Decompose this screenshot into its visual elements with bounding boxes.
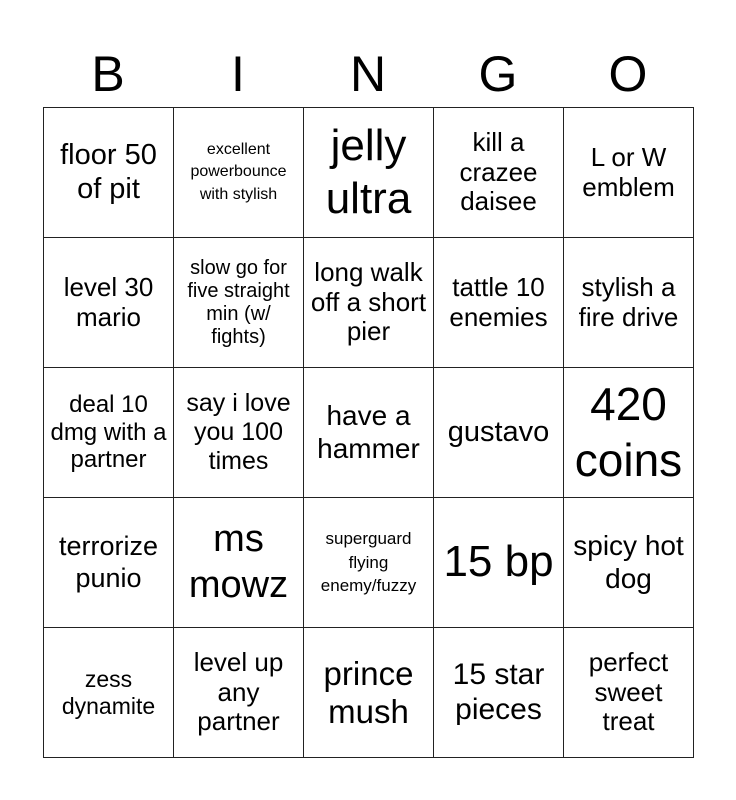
header-letter-o: O xyxy=(608,46,648,102)
bingo-cell-text: say i love you 100 times xyxy=(186,389,291,475)
bingo-cell-text: zess dynamite xyxy=(61,666,156,719)
bingo-cell-text: 420 coins xyxy=(574,378,683,486)
bingo-cell[interactable] xyxy=(564,368,694,498)
bingo-card-grid xyxy=(43,107,694,758)
bingo-cell[interactable] xyxy=(174,498,304,628)
bingo-cell-text: superguard flying enemy/fuzzy xyxy=(320,528,417,596)
header-letter-i: I xyxy=(231,46,245,102)
bingo-cell[interactable] xyxy=(564,108,694,238)
bingo-cell[interactable] xyxy=(564,628,694,758)
bingo-header xyxy=(43,40,693,108)
header-letter-n: N xyxy=(349,46,387,102)
bingo-cell-text: ms mowz xyxy=(188,517,289,606)
bingo-cell[interactable] xyxy=(304,238,434,368)
bingo-cell-text: long walk off a short pier xyxy=(310,256,427,347)
bingo-cell[interactable] xyxy=(44,108,174,238)
bingo-cell-text: slow go for five straight min (w/ fights) xyxy=(187,256,290,348)
bingo-cell[interactable] xyxy=(44,498,174,628)
bingo-cell-text: deal 10 dmg with a partner xyxy=(50,391,167,474)
bingo-cell[interactable] xyxy=(434,368,564,498)
bingo-cell[interactable] xyxy=(434,238,564,368)
bingo-cell[interactable] xyxy=(44,628,174,758)
bingo-cell-text: spicy hot dog xyxy=(573,530,684,594)
bingo-cell[interactable] xyxy=(434,108,564,238)
bingo-cell[interactable] xyxy=(304,108,434,238)
bingo-cell-text: 15 star pieces xyxy=(452,658,545,726)
bingo-cell-text: jelly ultra xyxy=(325,120,412,223)
bingo-cell-text: have a hammer xyxy=(317,400,420,464)
bingo-cell[interactable] xyxy=(304,628,434,758)
bingo-cell[interactable] xyxy=(44,368,174,498)
bingo-cell[interactable] xyxy=(174,368,304,498)
bingo-cell[interactable] xyxy=(564,238,694,368)
bingo-cell[interactable] xyxy=(44,238,174,368)
bingo-cell-text: level up any partner xyxy=(193,646,284,737)
bingo-cell-text: 15 bp xyxy=(443,537,554,587)
bingo-cell[interactable] xyxy=(434,628,564,758)
bingo-cell-text: kill a crazee daisee xyxy=(459,126,538,217)
bingo-cell[interactable] xyxy=(304,368,434,498)
bingo-cell[interactable] xyxy=(434,498,564,628)
bingo-cell[interactable] xyxy=(174,108,304,238)
bingo-cell-text: stylish a fire drive xyxy=(578,271,679,332)
bingo-cell-text: perfect sweet treat xyxy=(588,646,669,737)
header-letter-g: G xyxy=(478,46,518,102)
bingo-cell[interactable] xyxy=(174,628,304,758)
bingo-cell-text: gustavo xyxy=(447,415,550,448)
bingo-cell-text: level 30 mario xyxy=(63,271,154,332)
bingo-cell-text: terrorize punio xyxy=(58,531,159,593)
bingo-cell[interactable] xyxy=(174,238,304,368)
bingo-cell-text: floor 50 of pit xyxy=(60,139,157,205)
header-letter-b: B xyxy=(91,46,125,102)
bingo-cell[interactable] xyxy=(304,498,434,628)
bingo-cell-text: excellent powerbounce with stylish xyxy=(190,140,287,203)
bingo-cell-text: tattle 10 enemies xyxy=(449,271,548,332)
bingo-cell-text: L or W emblem xyxy=(582,141,675,202)
bingo-cell-text: prince mush xyxy=(323,654,414,730)
bingo-cell[interactable] xyxy=(564,498,694,628)
